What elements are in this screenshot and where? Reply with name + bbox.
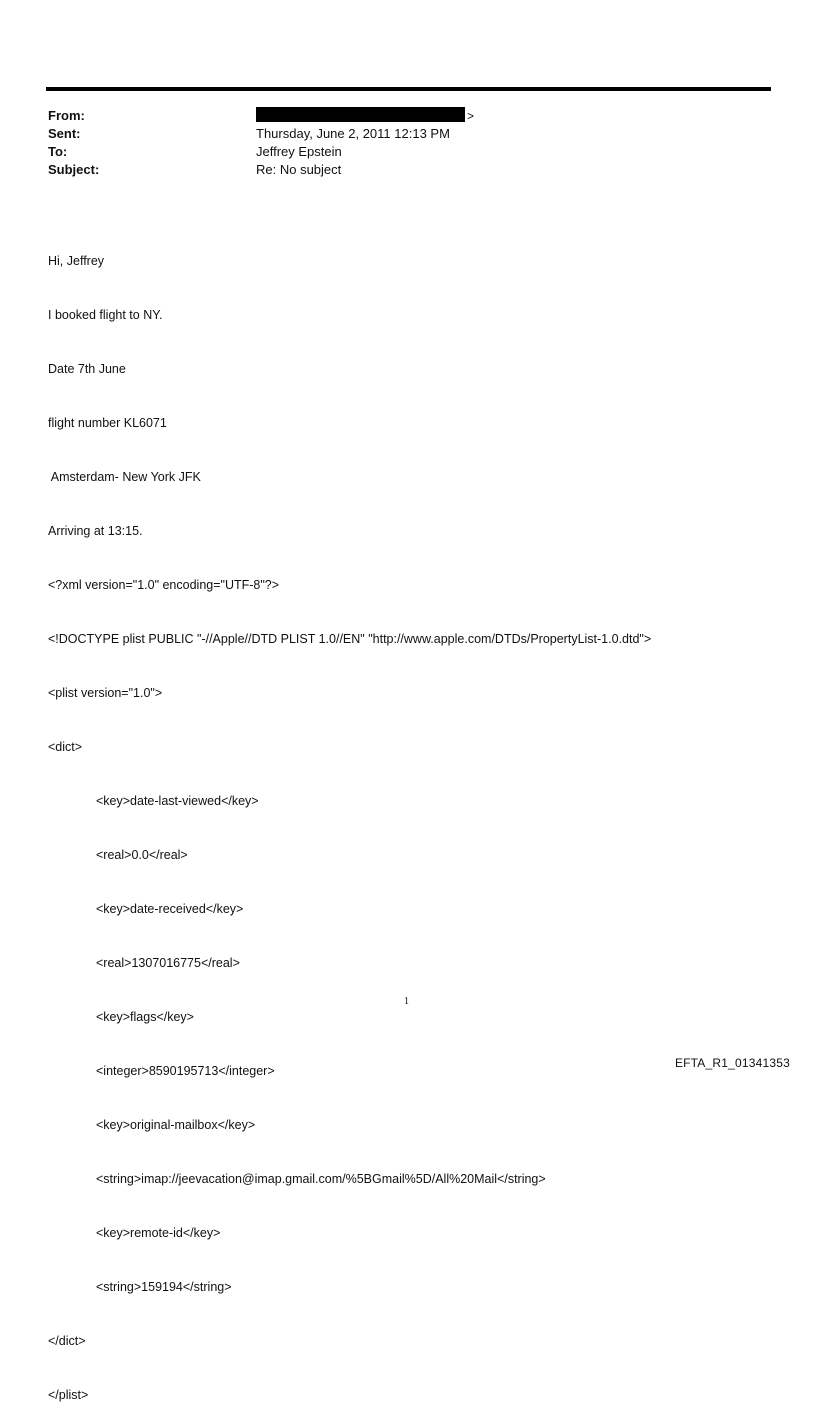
from-label: From: (48, 108, 85, 123)
subject-label: Subject: (48, 162, 100, 177)
body-line: Hi, Jeffrey (48, 254, 105, 268)
xml-line: <key>date-last-viewed</key> (96, 794, 259, 808)
page-number: 1 (404, 996, 409, 1007)
xml-line: <key>original-mailbox</key> (96, 1118, 256, 1132)
xml-line: <key>flags</key> (96, 1010, 194, 1024)
body-line: Arriving at 13:15. (48, 524, 143, 538)
header-divider (46, 87, 771, 91)
sent-label: Sent: (48, 126, 81, 141)
email-body (48, 216, 651, 1422)
sent-value: Thursday, June 2, 2011 12:13 PM (256, 126, 450, 141)
xml-line: <real>0.0</real> (96, 848, 188, 862)
body-line: Date 7th June (48, 362, 126, 376)
xml-line: </dict> (48, 1334, 86, 1348)
xml-line: </plist> (48, 1388, 89, 1402)
xml-line: <plist version="1.0"> (48, 686, 163, 700)
xml-line: <key>remote-id</key> (96, 1226, 221, 1240)
body-line: flight number KL6071 (48, 416, 167, 430)
redacted-sender (256, 107, 465, 122)
to-value: Jeffrey Epstein (256, 144, 342, 159)
xml-line: <real>1307016775</real> (96, 956, 240, 970)
xml-line: <?xml version="1.0" encoding="UTF-8"?> (48, 578, 280, 592)
to-label: To: (48, 144, 68, 159)
xml-line: <string>imap://jeevacation@imap.gmail.com/%5BGmail%5D/All%20Mail</string> (96, 1172, 546, 1186)
xml-line: <integer>8590195713</integer> (96, 1064, 275, 1078)
from-suffix: > (467, 109, 475, 123)
subject-value: Re: No subject (256, 162, 342, 177)
xml-line: <string>159194</string> (96, 1280, 232, 1294)
document-id: EFTA_R1_01341353 (674, 1056, 790, 1070)
xml-line: <key>date-received</key> (96, 902, 244, 916)
body-line: Amsterdam- New York JFK (48, 470, 201, 484)
xml-line: <!DOCTYPE plist PUBLIC "-//Apple//DTD PLIST 1.0//EN" "http://www.apple.com/DTDs/PropertyList-1.0.dtd"> (48, 632, 652, 646)
xml-line: <dict> (48, 740, 83, 754)
body-line: I booked flight to NY. (48, 308, 163, 322)
